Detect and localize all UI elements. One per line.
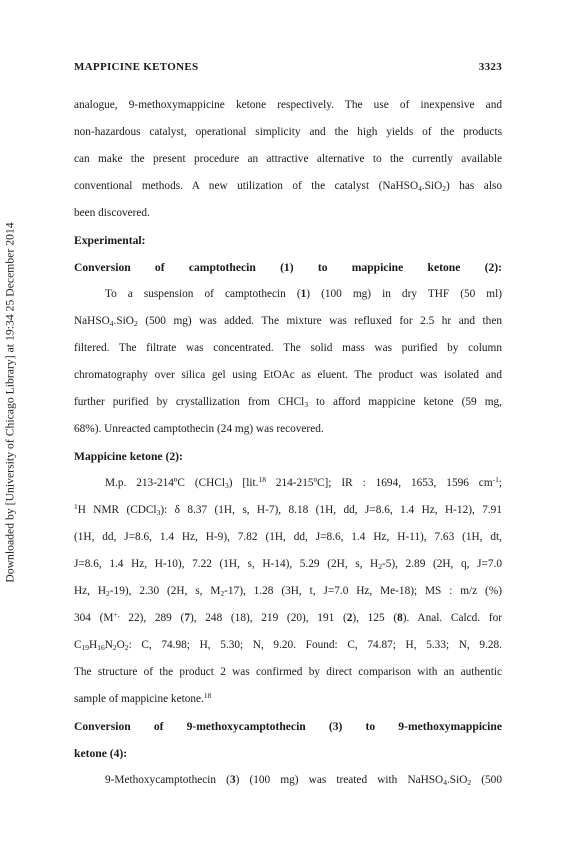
text-line: been discovered. <box>74 207 150 219</box>
text-line: can make the present procedure an attractive alternative to the currently available <box>74 153 502 165</box>
characterization-paragraph <box>74 470 502 713</box>
header-title: MAPPICINE KETONES <box>74 61 199 73</box>
text-line: NaHSO$_4$.SiO$_2$ (500 mg) was added. The mixture was refluxed for 2.5 hr and then <box>74 315 502 328</box>
section-heading-experimental: Experimental: <box>74 234 146 247</box>
download-watermark-text: Downloaded by [University of Chicago Library] at 19:34 25 December 2014 <box>3 221 17 583</box>
text-line: $^1$H NMR (CDCl$_3$): δ 8.37 (1H, s, H-7), 8.18 (1H, dd, J=8.6, 1.4 Hz, H-12), 7.91 <box>74 502 502 517</box>
text-line: further purified by crystallization from CHCl$_3$ to afford mappicine ketone (59 mg, <box>74 396 502 409</box>
text-line: $C_{19}H_{16}N_2O_2$: C, 74.98; H, 5.30; N, 9.20. Found: C, 74.87; H, 5.33; N, 9.28. <box>74 639 502 652</box>
text-line: The structure of the product 2 was confirmed by direct comparison with an authentic <box>74 666 502 678</box>
text-line: conventional methods. A new utilization of the catalyst (NaHSO$_4$.SiO$_2$) has also <box>74 180 502 193</box>
text-line: chromatography over silica gel using EtOAc as eluent. The product was isolated and <box>74 369 502 381</box>
text-line: 68%). Unreacted camptothecin (24 mg) was recovered. <box>74 423 324 435</box>
text-line: sample of mappicine ketone.$^{18}$ <box>74 691 212 705</box>
subsection-heading-mappicine-ketone: Mappicine ketone (2): <box>74 450 183 463</box>
heading-line: ketone (4): <box>74 747 128 760</box>
heading-line: Conversion of 9-methoxycamptothecin (3) to 9-methoxymappicine <box>74 720 502 733</box>
text-line: non-hazardous catalyst, operational simplicity and the high yields of the products <box>74 126 502 138</box>
procedure-paragraph-2 <box>74 767 502 794</box>
download-watermark <box>3 112 17 692</box>
subsection-heading-conversion-2 <box>74 713 502 767</box>
page-body <box>74 92 502 794</box>
text-line: (1H, dd, J=8.6, 1.4 Hz, H-9), 7.82 (1H, dd, J=8.6, 1.4 Hz, H-11), 7.63 (1H, dt, <box>74 531 502 543</box>
text-line: To a suspension of camptothecin (1) (100 mg) in dry THF (50 ml) <box>105 288 502 300</box>
text-line: filtered. The filtrate was concentrated. The solid mass was purified by column <box>74 342 502 354</box>
intro-paragraph <box>74 92 502 227</box>
text-line: analogue, 9-methoxymappicine ketone respectively. The use of inexpensive and <box>74 99 502 111</box>
text-line: 304 (M+, 22), 289 (7), 248 (18), 219 (20), 191 (2), 125 (8). Anal. Calcd. for <box>74 610 502 624</box>
page-number: 3323 <box>478 61 502 73</box>
running-header <box>74 61 502 73</box>
text-line: Hz, $H_2-19$), 2.30 (2H, s, $M_2-17$), 1.28 (3H, t, J=7.0 Hz, Me-18); MS : m/z (%) <box>74 585 502 598</box>
text-line: 9-Methoxycamptothecin (3) (100 mg) was treated with NaHSO$_4$.SiO$_2$ (500 <box>105 774 502 787</box>
procedure-paragraph <box>74 281 502 443</box>
text-line: M.p. 213-214ºC (CHCl$_3$) [lit.$^{18}$ 214-215ºC]; IR : 1694, 1653, 1596 $cm^{-1}$; <box>105 475 503 490</box>
text-line: J=8.6, 1.4 Hz, H-10), 7.22 (1H, s, H-14), 5.29 (2H, s, $H_2-5$), 2.89 (2H, q, J=7.0 <box>74 558 502 571</box>
subsection-heading-conversion-1: Conversion of camptothecin (1) to mappicine ketone (2): <box>74 261 502 274</box>
